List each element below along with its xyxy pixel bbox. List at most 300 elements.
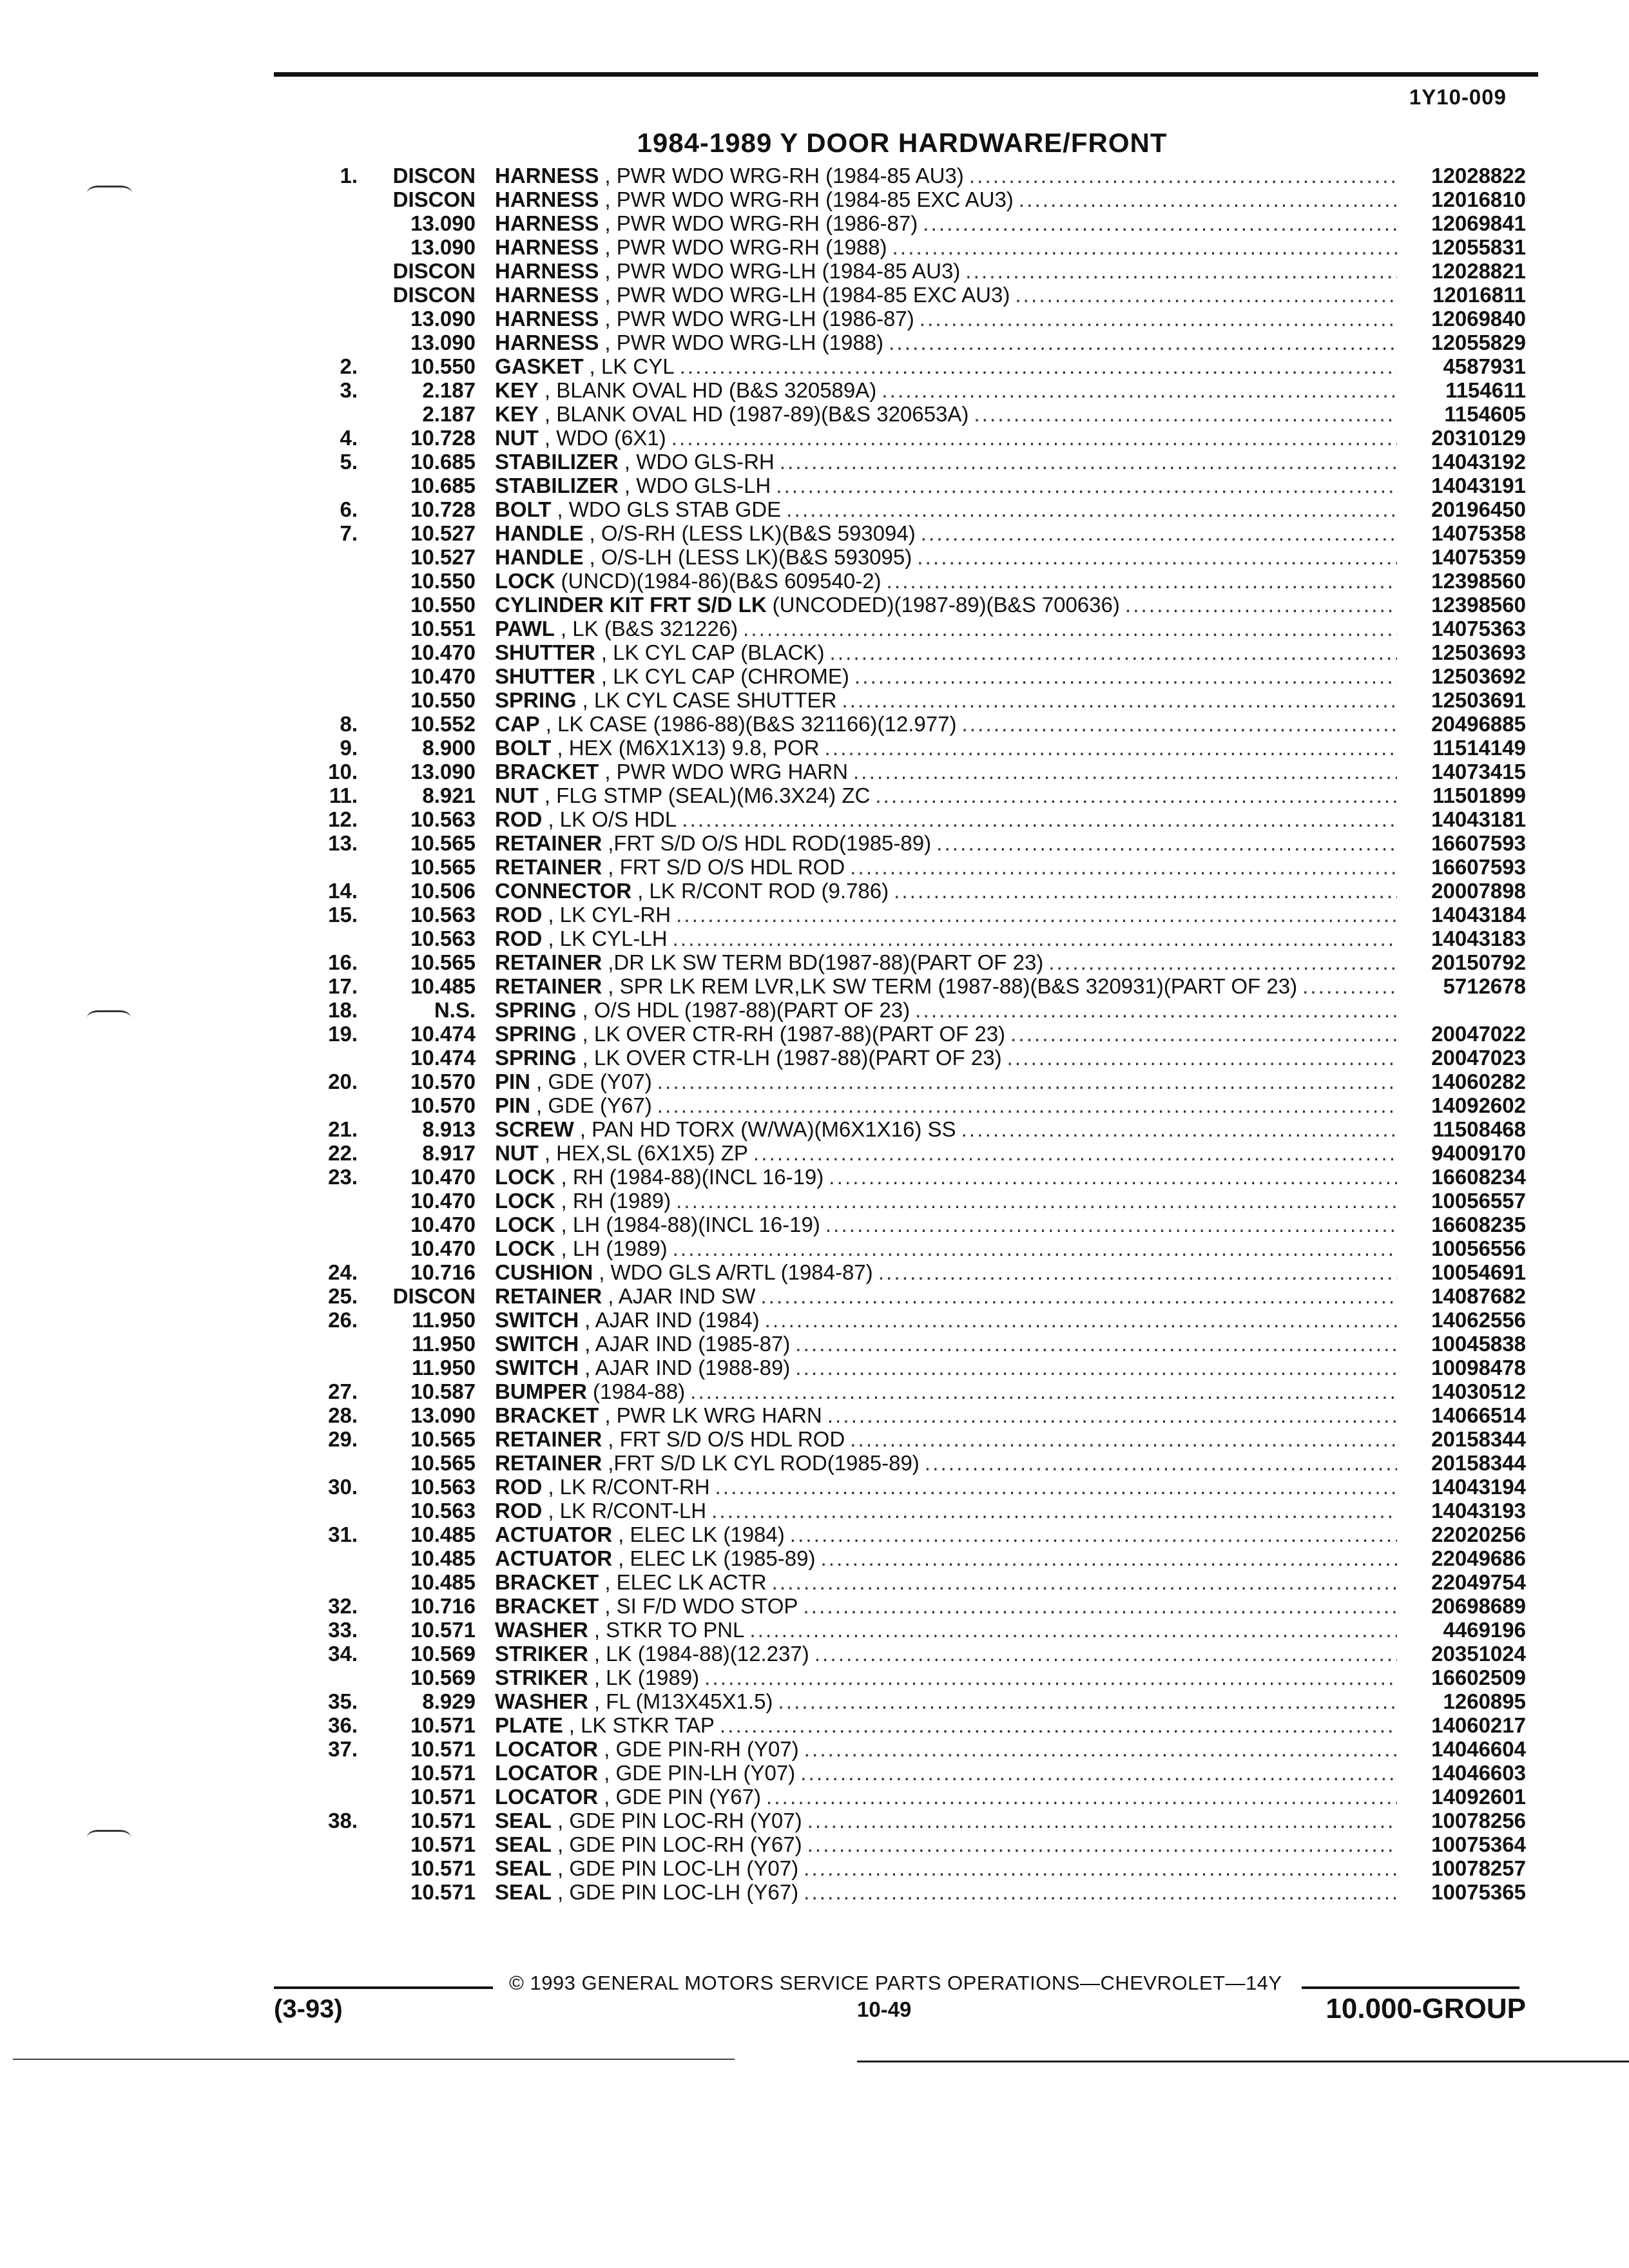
group-number-cell: 10.565 — [410, 831, 476, 855]
part-row — [0, 1713, 1629, 1737]
part-description — [495, 569, 1397, 593]
part-detail: , WDO (6X1) — [544, 426, 666, 450]
part-detail: , PAN HD TORX (W/WA)(M6X1X16) SS — [579, 1117, 956, 1141]
part-description — [495, 1332, 1397, 1356]
revision-date: (3-93) — [274, 1995, 343, 2023]
part-number: 10075365 — [1431, 1880, 1526, 1904]
ref-number: 26. — [328, 1308, 358, 1332]
leader-dots — [824, 640, 1397, 664]
ref-number: 13. — [328, 831, 358, 855]
part-name: PAWL — [495, 617, 555, 640]
part-name: LOCATOR — [495, 1737, 599, 1761]
part-detail: , ELEC LK (1984) — [618, 1523, 785, 1546]
part-name: KEY — [495, 402, 539, 426]
part-number: 10075364 — [1431, 1832, 1526, 1856]
group-number-cell: N.S. — [434, 998, 476, 1022]
part-detail: , LK CYL CASE SHUTTER — [582, 688, 837, 712]
leader-dots — [781, 497, 1397, 521]
ref-number: 4. — [340, 426, 358, 450]
part-row — [0, 1308, 1629, 1332]
group-number-cell: 13.090 — [410, 1403, 476, 1427]
leader-dots — [652, 1093, 1397, 1117]
group-number-cell: 2.187 — [422, 378, 476, 402]
part-name: SPRING — [495, 1046, 577, 1070]
part-detail: , GDE PIN LOC-LH (Y67) — [557, 1880, 799, 1904]
group-number-cell: 10.571 — [410, 1880, 476, 1904]
part-detail: (UNCD)(1984-86)(B&S 609540-2) — [561, 569, 882, 593]
leader-dots — [767, 1570, 1397, 1594]
group-number-cell: 10.728 — [410, 497, 476, 521]
part-row — [0, 1117, 1629, 1141]
part-row — [0, 545, 1629, 569]
part-detail: , O/S-LH (LESS LK)(B&S 593095) — [589, 545, 912, 569]
leader-dots — [668, 1236, 1397, 1260]
leader-dots — [677, 807, 1397, 831]
part-number: 10078257 — [1431, 1856, 1526, 1880]
group-number-cell: 10.716 — [410, 1594, 476, 1618]
part-name: RETAINER — [495, 974, 602, 998]
leader-dots — [675, 354, 1397, 378]
leader-dots — [836, 688, 1397, 712]
part-name: HARNESS — [495, 235, 599, 259]
part-number: 10056556 — [1431, 1236, 1526, 1260]
scan-edge-line-left — [13, 2059, 735, 2060]
part-number: 16607593 — [1431, 831, 1526, 855]
part-description — [495, 1236, 1397, 1260]
group-number-cell: 10.527 — [410, 521, 476, 545]
part-detail: , FLG STMP (SEAL)(M6.3X24) ZC — [544, 783, 871, 807]
part-number: 14046604 — [1431, 1737, 1526, 1761]
group-number-cell: 10.569 — [410, 1642, 476, 1666]
ref-number: 27. — [328, 1379, 358, 1403]
part-row — [0, 1356, 1629, 1379]
part-detail: , PWR WDO WRG-LH (1988) — [604, 331, 884, 354]
part-name: PIN — [495, 1070, 531, 1093]
leader-dots — [822, 1403, 1397, 1427]
part-row — [0, 1141, 1629, 1165]
part-description — [495, 1570, 1397, 1594]
part-description — [495, 1666, 1397, 1689]
part-number: 20196450 — [1431, 497, 1526, 521]
part-detail: , LH (1989) — [561, 1236, 668, 1260]
part-detail: ,DR LK SW TERM BD(1987-88)(PART OF 23) — [608, 950, 1044, 974]
leader-dots — [706, 1499, 1397, 1523]
part-row — [0, 1236, 1629, 1260]
ref-number: 34. — [328, 1642, 358, 1666]
part-detail: , PWR WDO WRG-LH (1984-85 AU3) — [604, 259, 961, 283]
part-row — [0, 1427, 1629, 1451]
part-number: 14043191 — [1431, 474, 1526, 497]
group-number-cell: 8.917 — [422, 1141, 476, 1165]
part-detail: , LK CYL CAP (CHROME) — [601, 664, 849, 688]
leader-dots — [775, 450, 1397, 474]
group-number-cell: 10.570 — [410, 1070, 476, 1093]
group-number-cell: 10.552 — [410, 712, 476, 736]
leader-dots — [870, 783, 1397, 807]
part-description — [495, 974, 1397, 998]
leader-dots — [876, 378, 1397, 402]
part-row — [0, 950, 1629, 974]
part-name: SHUTTER — [495, 640, 595, 664]
part-detail: , SI F/D WDO STOP — [604, 1594, 798, 1618]
part-number: 16608234 — [1431, 1165, 1526, 1189]
group-number-cell: 10.571 — [410, 1761, 476, 1785]
part-description — [495, 1761, 1397, 1785]
part-number: 14092602 — [1431, 1093, 1526, 1117]
part-name: GASKET — [495, 354, 584, 378]
part-row — [0, 164, 1629, 187]
part-description — [495, 1022, 1397, 1046]
leader-dots — [883, 331, 1397, 354]
part-row — [0, 1523, 1629, 1546]
leader-dots — [1002, 1046, 1397, 1070]
part-name: RETAINER — [495, 1427, 602, 1451]
part-description — [495, 1046, 1397, 1070]
page-code: 1Y10-009 — [1409, 85, 1507, 109]
group-number-cell: 10.485 — [410, 1546, 476, 1570]
part-number: 94009170 — [1431, 1141, 1526, 1165]
group-number: 10.000-GROUP — [1325, 1993, 1526, 2024]
part-detail: , LK R/CONT-RH — [548, 1475, 710, 1499]
part-number: 12028822 — [1431, 164, 1526, 187]
part-description — [495, 283, 1397, 307]
part-name: ACTUATOR — [495, 1523, 613, 1546]
part-row — [0, 736, 1629, 760]
leader-dots — [666, 426, 1397, 450]
part-description — [495, 712, 1397, 736]
header-rule — [274, 72, 1538, 77]
group-number-cell: 10.563 — [410, 927, 476, 950]
part-detail: , WDO GLS A/RTL (1984-87) — [599, 1260, 873, 1284]
ref-number: 7. — [340, 521, 358, 545]
leader-dots — [1120, 593, 1397, 617]
group-number-cell: 11.950 — [411, 1356, 476, 1379]
part-detail: , LK OVER CTR-LH (1987-88)(PART OF 23) — [582, 1046, 1002, 1070]
group-number-cell: 10.571 — [410, 1785, 476, 1809]
part-row — [0, 1403, 1629, 1427]
group-number-cell: 10.485 — [410, 974, 476, 998]
part-name: SPRING — [495, 998, 577, 1022]
part-number: 12398560 — [1431, 569, 1526, 593]
leader-dots — [652, 1070, 1397, 1093]
part-name: PLATE — [495, 1713, 563, 1737]
part-row — [0, 831, 1629, 855]
part-row — [0, 211, 1629, 235]
part-name: STRIKER — [495, 1666, 588, 1689]
part-row — [0, 569, 1629, 593]
part-row — [0, 283, 1629, 307]
part-name: HARNESS — [495, 259, 599, 283]
part-number: 16607593 — [1431, 855, 1526, 879]
part-detail: , PWR WDO WRG-RH (1984-85 EXC AU3) — [604, 187, 1014, 211]
leader-dots — [761, 1785, 1397, 1809]
part-number: 14043194 — [1431, 1475, 1526, 1499]
part-name: NUT — [495, 783, 539, 807]
part-row — [0, 497, 1629, 521]
part-description — [495, 664, 1397, 688]
leader-dots — [795, 1761, 1397, 1785]
ref-number: 15. — [328, 903, 358, 927]
part-description — [495, 1642, 1397, 1666]
part-description — [495, 736, 1397, 760]
part-name: CAP — [495, 712, 540, 736]
part-number: 1260895 — [1443, 1689, 1526, 1713]
part-row — [0, 307, 1629, 331]
part-row — [0, 783, 1629, 807]
part-row — [0, 617, 1629, 640]
part-row — [0, 1761, 1629, 1785]
part-detail: , LK CYL — [589, 354, 675, 378]
footer-rule-right — [1302, 1986, 1519, 1989]
part-detail: , LK CASE (1986-88)(B&S 321166)(12.977) — [545, 712, 957, 736]
part-detail: , PWR WDO WRG-RH (1986-87) — [604, 211, 918, 235]
part-description — [495, 1260, 1397, 1284]
part-row — [0, 1832, 1629, 1856]
part-row — [0, 402, 1629, 426]
ref-number: 23. — [328, 1165, 358, 1189]
group-number-cell: 10.470 — [410, 1236, 476, 1260]
part-name: HARNESS — [495, 211, 599, 235]
ref-number: 38. — [328, 1809, 358, 1832]
part-detail: , ELEC LK ACTR — [604, 1570, 767, 1594]
part-number: 11514149 — [1432, 736, 1526, 760]
part-description — [495, 1689, 1397, 1713]
part-description — [495, 855, 1397, 879]
leader-dots — [760, 1308, 1397, 1332]
part-name: WASHER — [495, 1689, 588, 1713]
part-detail: , LK O/S HDL — [548, 807, 677, 831]
part-name: LOCATOR — [495, 1761, 599, 1785]
group-number-cell: 10.470 — [410, 1165, 476, 1189]
ref-number: 3. — [340, 378, 358, 402]
group-number-cell: 10.571 — [410, 1809, 476, 1832]
part-description — [495, 187, 1397, 211]
part-description — [495, 1618, 1397, 1642]
part-name: STABILIZER — [495, 450, 619, 474]
ref-number: 28. — [328, 1403, 358, 1427]
ref-number: 8. — [340, 712, 358, 736]
part-row — [0, 879, 1629, 903]
group-number-cell: 10.565 — [410, 950, 476, 974]
part-detail: , LK (B&S 321226) — [560, 617, 738, 640]
group-number-cell: 10.571 — [410, 1618, 476, 1642]
part-description — [495, 164, 1397, 187]
part-number: 11501899 — [1432, 783, 1526, 807]
part-name: CYLINDER KIT FRT S/D LK — [495, 593, 767, 617]
part-number: 14075358 — [1431, 521, 1526, 545]
part-row — [0, 354, 1629, 378]
part-row — [0, 474, 1629, 497]
part-detail: , PWR WDO WRG-RH (1988) — [604, 235, 887, 259]
ref-number: 10. — [328, 760, 358, 783]
part-row — [0, 1260, 1629, 1284]
ref-number: 29. — [328, 1427, 358, 1451]
part-description — [495, 450, 1397, 474]
part-detail: , AJAR IND (1985-87) — [584, 1332, 791, 1356]
part-row — [0, 1379, 1629, 1403]
part-name: NUT — [495, 1141, 539, 1165]
group-number-cell: DISCON — [392, 1284, 476, 1308]
part-number: 14092601 — [1431, 1785, 1526, 1809]
part-number: 22049686 — [1431, 1546, 1526, 1570]
leader-dots — [912, 545, 1397, 569]
group-number-cell: 10.587 — [410, 1379, 476, 1403]
part-description — [495, 783, 1397, 807]
group-number-cell: 8.929 — [422, 1689, 476, 1713]
part-row — [0, 1880, 1629, 1904]
part-detail: , PWR WDO WRG-LH (1984-85 EXC AU3) — [604, 283, 1010, 307]
leader-dots — [882, 569, 1397, 593]
part-row — [0, 927, 1629, 950]
part-number: 14043192 — [1431, 450, 1526, 474]
group-number-cell: 10.470 — [410, 1213, 476, 1236]
ref-number: 12. — [328, 807, 358, 831]
ref-number: 32. — [328, 1594, 358, 1618]
part-row — [0, 664, 1629, 688]
ref-number: 30. — [328, 1475, 358, 1499]
part-name: HANDLE — [495, 545, 584, 569]
part-detail: , O/S-RH (LESS LK)(B&S 593094) — [589, 521, 916, 545]
part-name: HARNESS — [495, 331, 599, 354]
part-number: 20158344 — [1431, 1451, 1526, 1475]
part-number: 20698689 — [1431, 1594, 1526, 1618]
leader-dots — [815, 1546, 1397, 1570]
leader-dots — [773, 1689, 1397, 1713]
part-description — [495, 1785, 1397, 1809]
group-number-cell: 13.090 — [410, 235, 476, 259]
part-description — [495, 1809, 1397, 1832]
part-number: 11508468 — [1432, 1117, 1526, 1141]
part-number: 14043193 — [1431, 1499, 1526, 1523]
part-row — [0, 426, 1629, 450]
group-number-cell: 10.527 — [410, 545, 476, 569]
part-name: SHUTTER — [495, 664, 595, 688]
leader-dots — [1005, 1022, 1397, 1046]
part-row — [0, 1332, 1629, 1356]
part-number: 20158344 — [1431, 1427, 1526, 1451]
ref-number: 19. — [328, 1022, 358, 1046]
leader-dots — [889, 879, 1397, 903]
part-row — [0, 259, 1629, 283]
group-number-cell: 10.470 — [410, 1189, 476, 1213]
part-number: 12028821 — [1431, 259, 1526, 283]
part-detail: , LK CYL CAP (BLACK) — [601, 640, 825, 664]
part-row — [0, 1785, 1629, 1809]
leader-dots — [956, 1117, 1397, 1141]
part-number: 12503691 — [1431, 688, 1526, 712]
part-description — [495, 1594, 1397, 1618]
ref-number: 5. — [340, 450, 358, 474]
part-number: 12016810 — [1431, 187, 1526, 211]
leader-dots — [790, 1356, 1397, 1379]
part-number: 20047023 — [1431, 1046, 1526, 1070]
part-description — [495, 1093, 1397, 1117]
leader-dots — [914, 307, 1397, 331]
part-number: 22049754 — [1431, 1570, 1526, 1594]
part-description — [495, 1356, 1397, 1379]
group-number-cell: DISCON — [392, 164, 476, 187]
part-row — [0, 593, 1629, 617]
part-detail: , FL (M13X45X1.5) — [593, 1689, 773, 1713]
leader-dots — [887, 235, 1397, 259]
group-number-cell: 11.950 — [411, 1332, 476, 1356]
group-number-cell: 10.570 — [410, 1093, 476, 1117]
part-number: 20351024 — [1431, 1642, 1526, 1666]
group-number-cell: 10.571 — [410, 1856, 476, 1880]
part-name: BUMPER — [495, 1379, 588, 1403]
leader-dots — [916, 521, 1397, 545]
part-number: 12016811 — [1432, 283, 1526, 307]
part-description — [495, 903, 1397, 927]
part-detail: , LK R/CONT ROD (9.786) — [637, 879, 889, 903]
group-number-cell: 8.921 — [422, 783, 476, 807]
part-description — [495, 688, 1397, 712]
part-row — [0, 1809, 1629, 1832]
part-number: 22020256 — [1431, 1523, 1526, 1546]
part-description — [495, 378, 1397, 402]
part-detail: , LK CYL-RH — [548, 903, 671, 927]
part-description — [495, 1880, 1397, 1904]
part-detail: , FRT S/D O/S HDL ROD — [608, 855, 845, 879]
part-row — [0, 1642, 1629, 1666]
binder-hole-mark — [87, 1830, 131, 1845]
leader-dots — [802, 1809, 1397, 1832]
part-name: SEAL — [495, 1880, 552, 1904]
part-row — [0, 331, 1629, 354]
part-number: 14060217 — [1431, 1713, 1526, 1737]
leader-dots — [820, 736, 1397, 760]
part-number: 16608235 — [1431, 1213, 1526, 1236]
part-description — [495, 593, 1397, 617]
group-number-cell: 10.563 — [410, 1475, 476, 1499]
part-row — [0, 1475, 1629, 1499]
ref-number: 17. — [328, 974, 358, 998]
leader-dots — [785, 1523, 1397, 1546]
part-number: 14043181 — [1431, 807, 1526, 831]
part-name: HARNESS — [495, 307, 599, 331]
part-name: RETAINER — [495, 831, 602, 855]
part-description — [495, 1713, 1397, 1737]
part-row — [0, 1022, 1629, 1046]
part-name: HARNESS — [495, 187, 599, 211]
part-number: 12055831 — [1431, 235, 1526, 259]
ref-number: 33. — [328, 1618, 358, 1642]
leader-dots — [744, 1618, 1397, 1642]
part-row — [0, 450, 1629, 474]
part-detail: , AJAR IND (1988-89) — [584, 1356, 791, 1379]
part-name: BRACKET — [495, 1570, 599, 1594]
part-number: 20047022 — [1431, 1022, 1526, 1046]
group-number-cell: 10.550 — [410, 593, 476, 617]
part-detail: , STKR TO PNL — [593, 1618, 745, 1642]
part-description — [495, 1856, 1397, 1880]
part-name: HANDLE — [495, 521, 584, 545]
part-number: 14062556 — [1431, 1308, 1526, 1332]
part-detail: , LK (1984-88)(12.237) — [593, 1642, 809, 1666]
parts-list — [0, 164, 1629, 1904]
part-detail: , AJAR IND SW — [608, 1284, 756, 1308]
part-name: ROD — [495, 807, 543, 831]
group-number-cell: 10.685 — [410, 474, 476, 497]
part-detail: , LK CYL-LH — [548, 927, 668, 950]
group-number-cell: 10.571 — [410, 1832, 476, 1856]
leader-dots — [845, 1427, 1397, 1451]
part-row — [0, 1284, 1629, 1308]
part-description — [495, 640, 1397, 664]
leader-dots — [715, 1713, 1397, 1737]
part-number: 4587931 — [1443, 354, 1526, 378]
part-detail: , PWR WDO WRG-LH (1986-87) — [604, 307, 914, 331]
